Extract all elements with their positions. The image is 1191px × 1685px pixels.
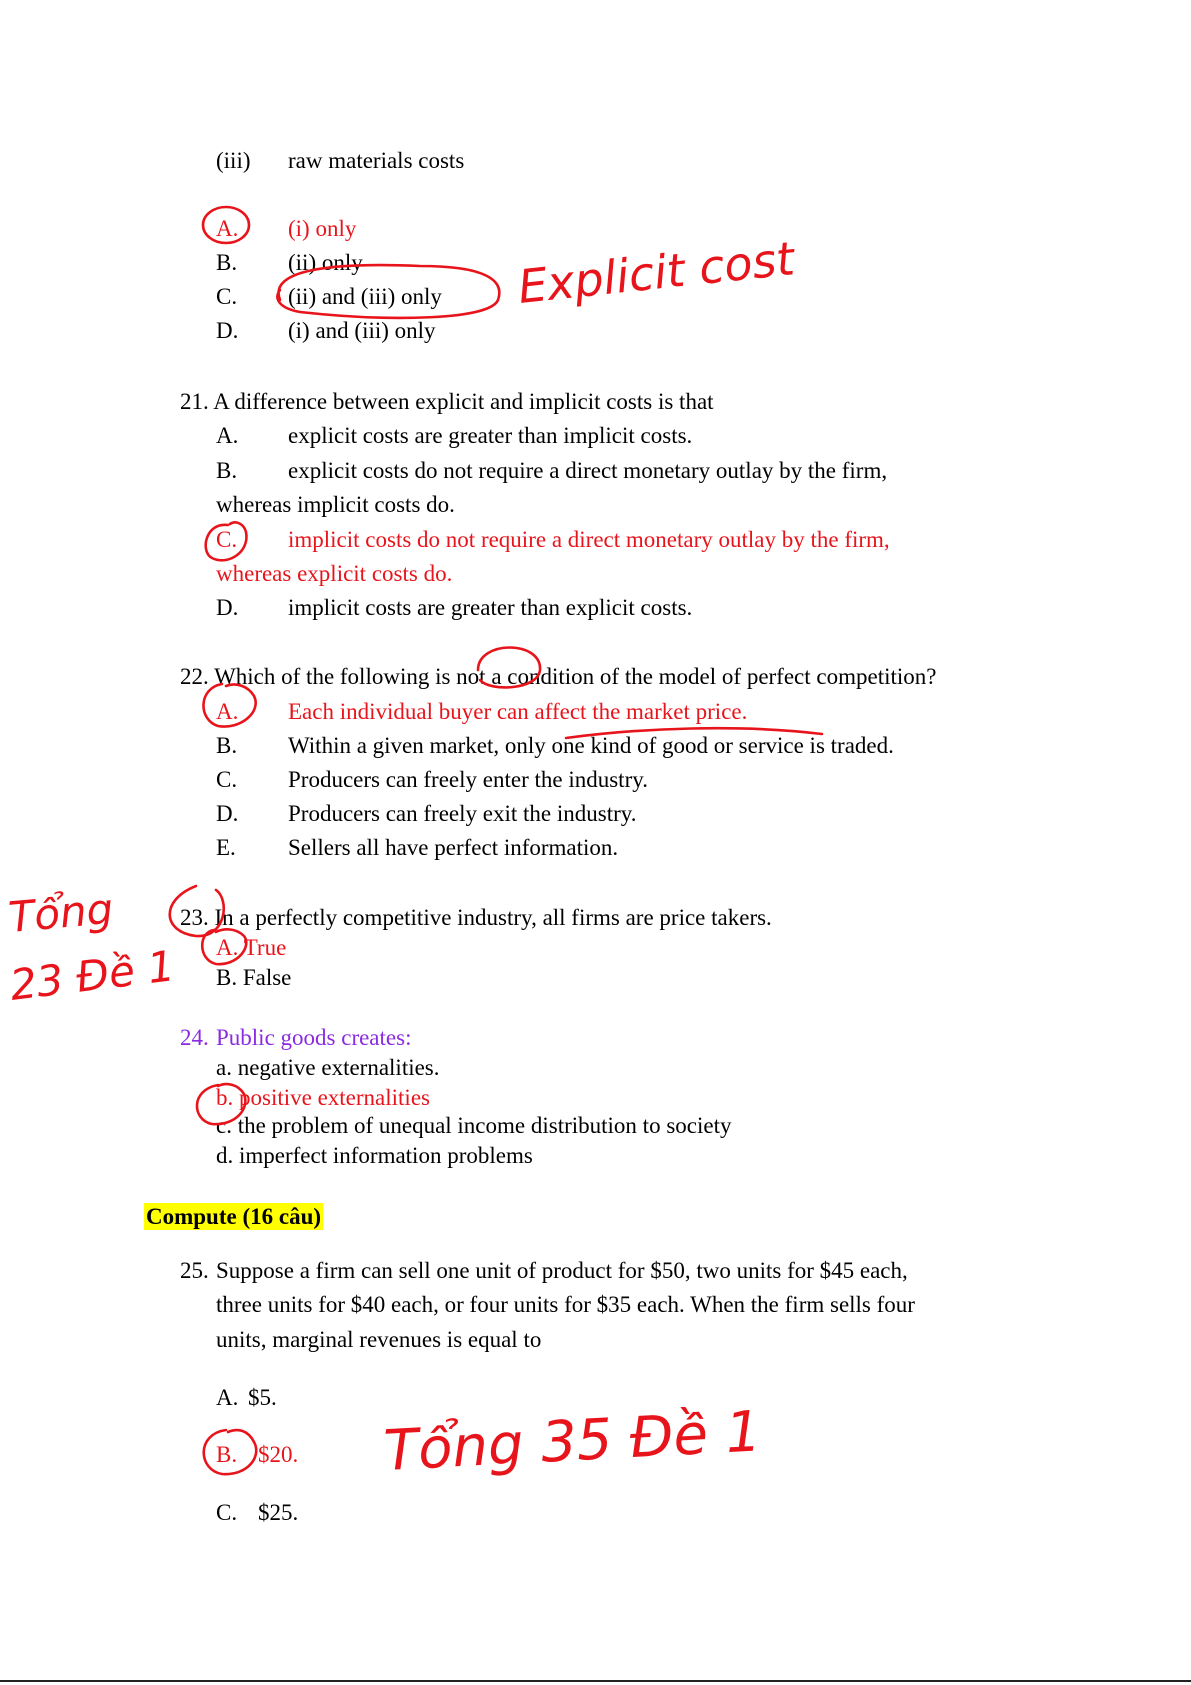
- q21-option-c-text: implicit costs do not require a direct monetary outlay by the firm,: [288, 527, 890, 552]
- q22-option-e-text: Sellers all have perfect information.: [288, 835, 619, 860]
- q24-stem: Public goods creates:: [216, 1025, 412, 1050]
- q25-option-c-text: $25.: [258, 1500, 299, 1525]
- q25-stem-line-2: three units for $40 each, or four units for $35 each. When the firm sells four: [216, 1292, 915, 1317]
- q23-stem: 23. In a perfectly competitive industry, all firms are price takers.: [180, 905, 772, 930]
- q21-option-b-continuation: whereas implicit costs do.: [216, 492, 455, 517]
- page-bottom-border: [0, 1680, 1191, 1682]
- q22-option-a-letter: A.: [216, 699, 239, 724]
- q24-number: 24.: [180, 1025, 209, 1050]
- section-heading-compute: Compute (16 câu): [146, 1204, 322, 1229]
- q22-stem: 22. Which of the following is not a condition of the model of perfect competition?: [180, 664, 937, 689]
- q23-option-a: A. True: [216, 935, 287, 960]
- q25-option-a-text: $5.: [248, 1385, 277, 1410]
- q25-option-a-letter: A.: [216, 1385, 239, 1410]
- q21-option-b-letter: B.: [216, 458, 238, 483]
- note-left-line-2: 23 Đề 1: [7, 941, 178, 1010]
- q21-option-d-letter: D.: [216, 595, 239, 620]
- q20-option-b-letter: B.: [216, 250, 238, 275]
- q22-option-b-letter: B.: [216, 733, 238, 758]
- q25-option-c-letter: C.: [216, 1500, 238, 1525]
- q21-stem: 21. A difference between explicit and implicit costs is that: [180, 389, 714, 414]
- note-bottom: Tổng 35 Đề 1: [382, 1399, 763, 1484]
- q25-number: 25.: [180, 1258, 209, 1283]
- q22-option-c-letter: C.: [216, 767, 238, 792]
- q20-option-a-text: (i) only: [288, 216, 357, 241]
- q22-option-d-text: Producers can freely exit the industry.: [288, 801, 637, 826]
- q22-option-b-text: Within a given market, only one kind of good or service is traded.: [288, 733, 894, 758]
- q24-option-b: b. positive externalities: [216, 1085, 430, 1110]
- q22-option-d-letter: D.: [216, 801, 239, 826]
- q20-option-a-letter: A.: [216, 216, 239, 241]
- note-left-line-1: Tổng: [6, 884, 116, 942]
- q20-item-iii-text: raw materials costs: [288, 148, 465, 173]
- q20-option-b-text: (ii) only: [288, 250, 363, 275]
- q25-stem-line-1: Suppose a firm can sell one unit of product for $50, two units for $45 each,: [216, 1258, 908, 1283]
- q20-option-d-text: (i) and (iii) only: [288, 318, 436, 343]
- q25-stem-line-3: units, marginal revenues is equal to: [216, 1327, 542, 1352]
- q23-option-b: B. False: [216, 965, 292, 990]
- note-explicit-cost: Explicit cost: [515, 231, 797, 314]
- q21-option-c-letter: C.: [216, 527, 238, 552]
- q24-option-c: c. the problem of unequal income distribution to society: [216, 1113, 732, 1138]
- q20-item-iii-number: (iii): [216, 148, 251, 173]
- q21-option-c-continuation: whereas explicit costs do.: [216, 561, 453, 586]
- q20-option-c-letter: C.: [216, 284, 238, 309]
- q21-option-a-text: explicit costs are greater than implicit costs.: [288, 423, 693, 448]
- q24-option-a: a. negative externalities.: [216, 1055, 440, 1080]
- q21-option-a-letter: A.: [216, 423, 239, 448]
- q22-option-e-letter: E.: [216, 835, 236, 860]
- q21-option-d-text: implicit costs are greater than explicit costs.: [288, 595, 693, 620]
- q22-option-c-text: Producers can freely enter the industry.: [288, 767, 648, 792]
- q21-option-b-text: explicit costs do not require a direct monetary outlay by the firm,: [288, 458, 888, 483]
- q24-option-d: d. imperfect information problems: [216, 1143, 533, 1168]
- q25-option-b-text: $20.: [258, 1442, 299, 1467]
- q20-option-c-text: (ii) and (iii) only: [288, 284, 442, 309]
- q25-option-b-letter: B.: [216, 1442, 238, 1467]
- q22-option-a-text: Each individual buyer can affect the market price.: [288, 699, 748, 724]
- q20-option-d-letter: D.: [216, 318, 239, 343]
